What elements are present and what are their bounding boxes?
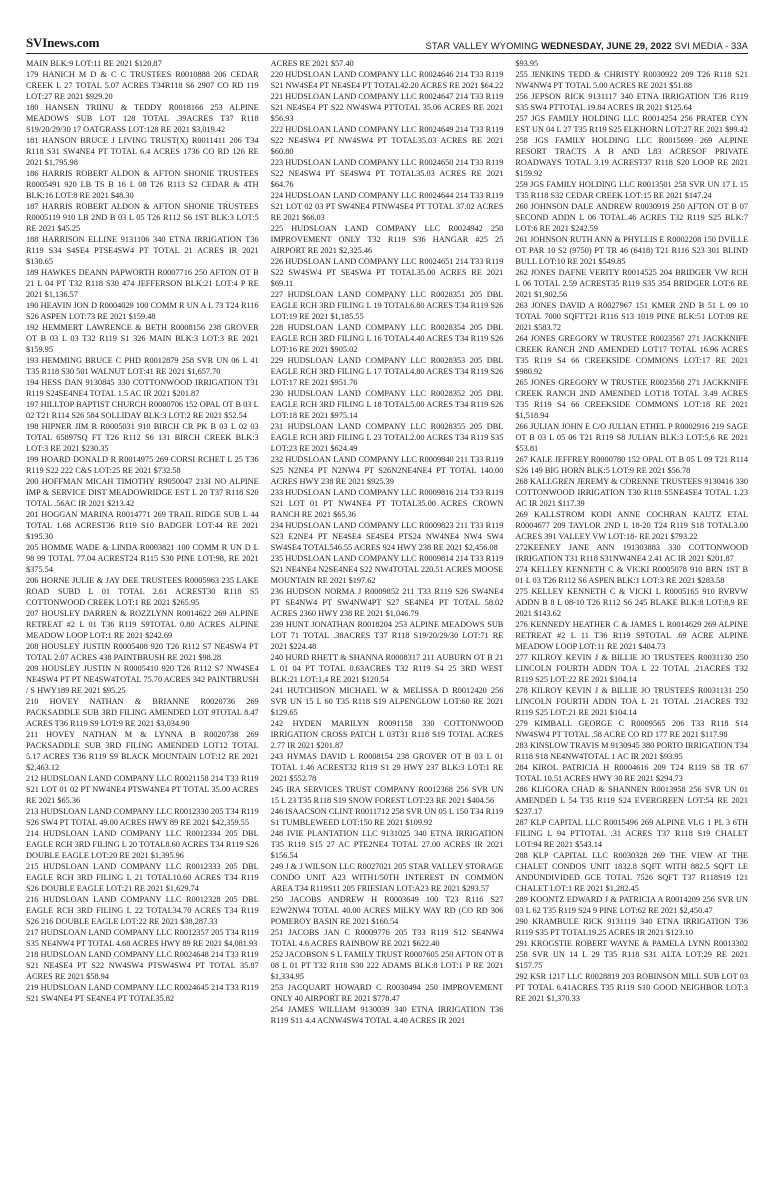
- tax-listing-entry: 233 HUDSLOAN LAND COMPANY LLC R0009816 214 T33 R119 S21 LOT 01 PT NW4NE4 PT TOTAL35.00 ACRES CROWN RANCH RE 2021 $65.36: [270, 488, 504, 519]
- tax-listing-entry: 222 HUDSLOAN LAND COMPANY LLC R0024649 214 T33 R119 S22 NE4SW4 PT NW4SW4 PT TOTAL35.03 ACRES RE 2021 $60.80: [270, 125, 504, 156]
- tax-listing-entry: 250 JACOBS ANDREW H R0003649 100 T23 R116 S27 E2W2NW4 TOTAL 40.00 ACRES MILKY WAY RD (CO RD 306 POMEROY BASIN RE 2021 $160.54: [270, 895, 504, 926]
- tax-listing-entry: 180 HANSEN TRIINU & TEDDY R0018166 253 ALPINE MEADOWS SUB LOT 128 TOTAL .39ACRES T37 R118 S19/20/29/30 17 OATGRASS LOT:128 RE 2021 $3,019.42: [26, 103, 259, 134]
- tax-listing-entry: 239 HUNT JONATHAN R0018204 253 ALPINE MEADOWS SUB LOT 71 TOTAL .38ACRES T37 R118 S19/20/29/30 LOT:71 RE 2021 $224.48: [270, 620, 504, 651]
- tax-listing-entry: MAIN BLK:9 LOT:11 RE 2021 $120.87: [26, 59, 162, 68]
- tax-listing-entry: 179 HANICH M D & C C TRUSTEES R0010888 206 CEDAR CREEK L 27 TOTAL 5.07 ACRES T34R118 S6 2907 CO RD 119 LOT:27 RE 2021 $929.20: [26, 70, 259, 101]
- tax-listing-entry: 216 HUDSLOAN LAND COMPANY LLC R0012328 205 DBL EAGLE RCH 3RD FILING L 22 TOTAL34.70 ACRES T34 R119 S26 216 DOUBLE EAGLE LOT:22 RE 2021 $38,287.33: [26, 895, 259, 926]
- tax-listing-entry: 261 JOHNSON RUTH ANN & PHYLLIS E R0002208 150 DVILLE OT PAR 10 S2 (9750) PT TR 46 (6418) T21 R116 S23 301 BLIND BULL LOT:10 RE 2021 $549.85: [515, 235, 749, 266]
- tax-listing-entry: 194 HESS DAN 9130845 330 COTTONWOOD IRRIGATION T31 R119 S24SE4NE4 TOTAL 1.5 AC IR 2021 $201.87: [26, 378, 259, 398]
- tax-listing-entry: 292 KSR 1217 LLC R0028819 203 ROBINSON MILL SUB LOT 03 PT TOTAL 6.41ACRES T35 R119 S10 GOOD NEIGHBOR LOT:3 RE 2021 $1,370.33: [515, 972, 749, 1003]
- tax-listing-entry: 260 JOHNSON DALE ANDREW R0030919 250 AFTON OT B 07 SECOND ADDN L 06 TOTAL.46 ACRES T32 R119 S25 BLK:7 LOT:6 RE 2021 $242.59: [515, 202, 749, 233]
- tax-listing-entry: 276 KENNEDY HEATHER C & JAMES L R0014629 269 ALPINE RETREAT #2 L 11 T36 R119 S9TOTAL .69 ACRE ALPINE MEADOW LOOP LOT:11 RE 2021 $404.73: [515, 620, 749, 651]
- tax-listing-entry: 213 HUDSLOAN LAND COMPANY LLC R0012330 205 T34 R119 S26 SW4 PT TOTAL 49.00 ACRES HWY 89 RE 2021 $42,359.55: [26, 807, 259, 827]
- tax-listing-entry: 248 IVIE PLANTATION LLC 9131025 340 ETNA IRRIGATION T35 R119 S15 27 AC PTE2NE4 TOTAL 27.00 ACRES IR 2021 $156.54: [270, 829, 504, 860]
- tax-listing-entry: 274 KELLEY KENNETH C & VICKI R0005078 910 BRN 1ST B 01 L 03 T26 R112 S6 ASPEN BLK:1 LOT:3 RE 2021 $283.58: [515, 565, 749, 585]
- tax-listing-entry: 206 HORNE JULIE & JAY DEE TRUSTEES R0005963 235 LAKE ROAD SUBD L 01 TOTAL 2.61 ACREST30 R118 S5 COTTONWOOD CREEK LOT:1 RE 2021 $265.95: [26, 576, 259, 607]
- page-header: [26, 34, 748, 54]
- site-name[interactable]: SVInews.com: [26, 35, 100, 50]
- tax-listing-entry: 256 JEPSON RICK 9131117 340 ETNA IRRIGATION T36 R119 S35 SW4 PTTOTAL 19.84 ACRES IR 2021 $125.64: [515, 92, 749, 112]
- tax-listing-entry: 217 HUDSLOAN LAND COMPANY LLC R0012357 205 T34 R119 S35 NE4NW4 PT TOTAL 4.68 ACRES HWY 89 RE 2021 $4,081.93: [26, 928, 259, 948]
- tax-listing-entry: 215 HUDSLOAN LAND COMPANY LLC R0012333 205 DBL EAGLE RCH 3RD FILING L 21 TOTAL10.60 ACRES T34 R119 S26 DOUBLE EAGLE LOT:21 RE 2021 $1,629.74: [26, 862, 259, 893]
- tax-listing-entry: 186 HARRIS ROBERT ALDON & AFTON SHONIE TRUSTEES R0005491 920 LB TS B 16 L 08 T26 R113 S2 CEDAR & 4TH BLK:16 LOT:8 RE 2021 $48.30: [26, 169, 259, 200]
- tax-listing-entry: 229 HUDSLOAN LAND COMPANY LLC R0028353 205 DBL EAGLE RCH 3RD FILING L 17 TOTAL4.80 ACRES T34 R119 S26 LOT:17 RE 2021 $951.76: [270, 356, 504, 387]
- tax-listing-entry: 249 J & J WILSON LLC R0027021 205 STAR VALLEY STORAGE CONDO UNIT A23 WITH1/50TH INTEREST IN COMMON AREA T34 R119S11 205 FRIESIAN LOT:A23 RE 2021 $293.57: [270, 862, 504, 893]
- tax-listing-entry: 269 KALLSTROM KODI ANNE COCHRAN KAUTZ ETAL R0004677 209 TAYLOR 2ND L 18-20 T24 R119 S18 TOTAL3.00 ACRES 391 VALLEY VW LOT:18- RE 2021 $793.22: [515, 510, 749, 541]
- column-2: [271, 58, 504, 1178]
- tax-listing-entry: 197 HILLTOP BAPTIST CHURCH R0000706 152 OPAL OT B 03 L 02 T21 R114 S26 584 SOLLIDAY BLK:3 LOT:2 RE 2021 $52.54: [26, 400, 259, 420]
- tax-listing-entry: 205 HOMME WADE & LINDA R0003821 100 COMM R UN D L 98 99 TOTAL 77.04 ACREST24 R115 S30 PINE LOT:98, RE 2021 $375.54: [26, 543, 259, 574]
- tax-listing-entry: 218 HUDSLOAN LAND COMPANY LLC R0024648 214 T33 R119 S21 NE4SE4 PT S22 NW4SW4 PTSW4SW4 PT TOTAL 35.87 ACRES RE 2021 $58.94: [26, 950, 259, 981]
- column-1: [26, 58, 259, 1178]
- tax-listing-entry: 231 HUDSLOAN LAND COMPANY LLC R0028355 205 DBL EAGLE RCH 3RD FILING L 23 TOTAL2.00 ACRES T34 R119 S35 LOT:23 RE 2021 $624.49: [270, 422, 504, 453]
- tax-listing-entry: 259 JGS FAMILY HOLDING LLC R0013501 258 SVR UN 17 L 15 T35 R118 S32 CEDAR CREEK LOT:15 RE 2021 $147.24: [515, 180, 749, 200]
- tax-listing-entry: 255 JENKINS TEDD & CHRISTY R0030922 209 T26 R118 S21 NW4NW4 PT TOTAL 5.00 ACRES RE 2021 $51.88: [515, 70, 749, 90]
- tax-listing-entry: 279 KIMBALL GEORGE C R0009565 206 T33 R118 S14 NW4SW4 PT TOTAL .58 ACRE CO RD 177 RE 2021 $117.98: [515, 719, 749, 739]
- tax-listing-entry: 243 HYMAS DAVID L R0008154 238 GROVER OT B 03 L 01 TOTAL 1.46 ACREST32 R119 S1 29 HWY 237 BLK:3 LOT:1 RE 2021 $552.78: [270, 752, 504, 783]
- tax-listing-entry: 253 JACQUART HOWARD C R0030494 250 IMPROVEMENT ONLY 40 AIRPORT RE 2021 $778.47: [270, 983, 504, 1003]
- tax-listing-entry: 267 KALE JEFFREY R0000780 152 OPAL OT B 05 L 09 T21 R114 S26 149 BIG HORN BLK:5 LOT:9 RE 2021 $56.78: [515, 455, 749, 475]
- folio-state: STAR VALLEY WYOMING: [425, 40, 539, 51]
- tax-listing-entry: 220 HUDSLOAN LAND COMPANY LLC R0024646 214 T33 R119 S21 NW4SE4 PT NE4SE4 PT TOTAL42.20 ACRES RE 2021 $64.22: [270, 70, 504, 90]
- tax-listing-entry: 272KEENEY JANE ANN 191303883 330 COTTONWOOD IRRIGATION T31 R118 S31NW4NE4 2.41 AC IR 2021 $201.87: [515, 543, 749, 563]
- tax-listing-entry: 252 JACOBSON S L FAMILY TRUST R0007605 250 AFTON OT B 08 L 01 PT T32 R118 S30 222 ADAMS BLK:8 LOT:1 P RE 2021 $1,334.95: [270, 950, 504, 981]
- tax-listing-entry: 201 HOGGAN MARINA R0014771 269 TRAIL RIDGE SUB L 44 TOTAL 1.68 ACREST36 R119 S10 BADGER LOT:44 RE 2021 $195.30: [26, 510, 259, 541]
- tax-listing-entry: 200 HOFFMAN MICAH TIMOTHY R9050047 213I NO ALPINE IMP & SERVICE DIST MEADOWRIDGE EST L 20 T37 R118 S20 TOTAL .56AC IR 2021 $213.42: [26, 477, 259, 508]
- tax-listing-entry: 225 HUDSLOAN LAND COMPANY LLC R0024942 250 IMPROVEMENT ONLY T32 R119 S36 HANGAR #25 25 AIRPORT RE 2021 $2,325.46: [270, 224, 504, 255]
- tax-listing-entry: 181 HANSON BRUCE J LIVING TRUST(X) R0011411 206 T34 R118 S31 SW4NE4 PT TOTAL 6.4 ACRES 1736 CO RD 126 RE 2021 $1,795.98: [26, 136, 259, 167]
- tax-listing-entry: 193 HEMMING BRUCE C PHD R0012879 258 SVR UN 06 L 41 T35 R118 S30 501 WALNUT LOT:41 RE 2021 $1,657.70: [26, 356, 259, 376]
- tax-listing-entry: 262 JONES DAFNE VERITY R0014525 204 BRIDGER VW RCH L 06 TOTAL 2.59 ACREST35 R119 S35 354 BRIDGER LOT:6 RE 2021 $1,902.56: [515, 268, 749, 299]
- tax-listing-entry: 224 HUDSLOAN LAND COMPANY LLC R0024644 214 T33 R119 S21 LOT 02 03 PT SW4NE4 PTNW4SE4 PT TOTAL 37.02 ACRES RE 2021 $66.03: [270, 191, 504, 222]
- tax-listing-entry: 232 HUDSLOAN LAND COMPANY LLC R0009840 211 T33 R119 S25 N2NE4 PT N2NW4 PT S26N2NE4NE4 PT TOTAL 140.00 ACRES HWY 238 RE 2021 $925.39: [270, 455, 504, 486]
- tax-listing-entry: 221 HUDSLOAN LAND COMPANY LLC R0024647 214 T33 R119 S21 NE4SE4 PT S22 NW4SW4 PTTOTAL 35.06 ACRES RE 2021 $56.93: [270, 92, 504, 123]
- tax-listing-entry: 265 JONES GREGORY W TRUSTEE R0023568 271 JACKKNIFE CREEK RANCH 2ND AMENDED LOT18 TOTAL 3.49 ACRES T35 R119 S4 66 CREEKSIDE COMMONS LOT:18 RE 2021 $1,518.94: [515, 378, 749, 420]
- tax-listing-entry: 278 KILROY KEVIN J & BILLIE JO TRUSTEES R0031131 250 LINCOLN FOURTH ADDN TOA L 21 TOTAL .21ACRES T32 R119 S25 LOT:21 RE 2021 $104.14: [515, 686, 749, 717]
- tax-listing-entry: 286 KLIGORA CHAD & SHANNEN R0013958 256 SVR UN 01 AMENDED L 54 T35 R119 S24 EVERGREEN LOT:54 RE 2021 $237.17: [515, 785, 749, 816]
- tax-listing-entry: 210 HOVEY NATHAN & BRIANNE R0020736 269 PACKSADDLE SUB 3RD FILING AMENDED LOT 9TOTAL 8.47 ACRES T36 R119 S9 LOT:9 RE 2021 $3,034.90: [26, 697, 259, 728]
- tax-listing-entry: 263 JONES DAVID A R0027967 151 KMER 2ND B 51 L 09 10 TOTAL 7000 SQFTT21 R116 S13 1019 PINE BLK:51 LOT:09 RE 2021 $583.72: [515, 301, 749, 332]
- tax-listing-entry: 207 HOUSLEY DARREN & ROZZLYNN R0014622 269 ALPINE RETREAT #2 L 01 T36 R119 S9TOTAL 0.80 ACRES ALPINE MEADOW LOOP LOT:1 RE 2021 $242.69: [26, 609, 259, 640]
- tax-listing-entry: 234 HUDSLOAN LAND COMPANY LLC R0009823 211 T33 R119 S23 E2NE4 PT NE4SE4 SE4SE4 PTS24 NW4NE4 NW4 SW4 SW4SE4 TOTAL546.55 ACRES 924 HWY 238 RE 2021 $2,456.08: [270, 521, 504, 552]
- tax-listing-entry: 258 JGS FAMILY HOLDING LLC R0015699 269 ALPINE RESORT TRACTS A B AND L83 ACRESOF PRIVATE ROADWAYS TOTAL 3.19 ACREST37 R118 S20 LOOP RE 2021 $159.92: [515, 136, 749, 178]
- tax-listing-entry: 266 JULIAN JOHN E C/O JULIAN ETHEL P R0002916 219 SAGE OT B 03 L 05 06 T21 R119 S8 JULIAN BLK:3 LOT:5,6 RE 2021 $53.81: [515, 422, 749, 453]
- tax-listing-entry: 277 KILROY KEVIN J & BILLIE JO TRUSTEES R0031130 250 LINCOLN FOURTH ADDN TOA L 22 TOTAL .21ACRES T32 R119 S25 LOT:22 RE 2021 $104.14: [515, 653, 749, 684]
- tax-listing-entry: 198 HIPNER JIM R R0005031 910 BIRCH CR PK B 03 L 02 03 TOTAL 65897SQ FT T26 R112 S6 131 BIRCH CREEK BLK:3 LOT:3 RE 2021 $230.35: [26, 422, 259, 453]
- tax-listing-entry: 192 HEMMERT LAWRENCE & BETH R0008156 238 GROVER OT B 03 L 03 T32 R119 S1 326 MAIN BLK:3 LOT:3 RE 2021 $159.95: [26, 323, 259, 354]
- tax-listing-entry: ACRES RE 2021 $57.40: [270, 59, 354, 68]
- tax-listing-entry: 209 HOUSLEY JUSTIN N R0005410 920 T26 R112 S7 NW4SE4 NE4SW4 PT PT NE4SW4TOTAL 75.70 ACRES 342 PAINTBRUSH / S HWY189 RE 2021 $95.25: [26, 664, 259, 695]
- tax-listing-entry: 208 HOUSLEY JUSTIN R0005408 920 T26 R112 S7 NE4SW4 PT TOTAL 2.07 ACRES 438 PAINTBRUSH RE 2021 $98.28: [26, 642, 259, 662]
- tax-listing-entry: 242 HYDEN MARILYN R0091158 330 COTTONWOOD IRRIGATION CROSS PATCH L 03T31 R118 S19 TOTAL ACRES 2.77 IR 2021 $201.87: [270, 719, 504, 750]
- tax-listing-entry: 291 KROGSTIE ROBERT WAYNE & PAMELA LYNN R0013302 258 SVR UN 14 L 29 T35 R118 S31 ALTA LOT:29 RE 2021 $157.75: [515, 939, 749, 970]
- tax-listing-entry: 289 KOONTZ EDWARD J & PATRICIA A R0014209 256 SVR UN 03 L 62 T35 R119 S24 9 PINE LOT:62 RE 2021 $2,450.47: [515, 895, 749, 915]
- tax-listing-entry: 223 HUDSLOAN LAND COMPANY LLC R0024650 214 T33 R119 S22 NE4SW4 PT SE4SW4 PT TOTAL35.03 ACRES RE 2021 $64.76: [270, 158, 504, 189]
- tax-listing-entry: 219 HUDSLOAN LAND COMPANY LLC R0024645 214 T33 R119 S21 SW4NE4 PT SE4NE4 PT TOTAL35.82: [26, 983, 259, 1003]
- tax-listing-entry: 290 KRAMBULE RICK 9131119 340 ETNA IRRIGATION T36 R119 S35 PT TOTAL19.25 ACRES IR 2021 $123.10: [515, 917, 749, 937]
- tax-listing-entry: 188 HARRISON ELLINE 9131106 340 ETNA IRRIGATION T36 R119 S34 S4SE4 PTSE4SW4 PT TOTAL 21 ACRES IR 2021 $130.65: [26, 235, 259, 266]
- tax-listing-entry: 189 HAWKES DEANN PAPWORTH R0007716 250 AFTON OT B 21 L 04 PT T32 R118 S30 474 JEFFERSON BLK:21 LOT:4 P RE 2021 $1,136.57: [26, 268, 259, 299]
- tax-listing-entry: 275 KELLEY KENNETH C & VICKI L R0005165 910 RVRVW ADDN B 8 L 08-10 T26 R112 S6 245 BLAKE BLK:8 LOT:8,9 RE 2021 $143.62: [515, 587, 749, 618]
- tax-listing-entry: 228 HUDSLOAN LAND COMPANY LLC R0028354 205 DBL EAGLE RCH 3RD FILING L 16 TOTAL4.40 ACRES T34 R119 S26 LOT:16 RE 2021 $905.02: [270, 323, 504, 354]
- tax-listing-entry: 235 HUDSLOAN LAND COMPANY LLC R0009814 214 T33 R119 S21 NE4NE4 N2SE4NE4 S22 NW4TOTAL 220.51 ACRES MOOSE MOUNTAIN RE 2021 $197.62: [270, 554, 504, 585]
- tax-listing-entry: 254 JAMES WILLIAM 9130039 340 ETNA IRRIGATION T36 R119 S11 4.4 ACNW4SW4 TOTAL 4.40 ACRES IR 2021: [270, 1005, 504, 1025]
- folio-page-number: 33A: [731, 40, 748, 51]
- tax-listing-entry: 287 KLP CAPITAL LLC R0015496 269 ALPINE VLG 1 PL 3 6TH FILING L 94 PTTOTAL .31 ACRES T37 R118 S19 CHALET LOT:94 RE 2021 $543.14: [515, 818, 749, 849]
- tax-listing-entry: 268 KALLGREN JEREMY & CORENNE TRUSTEES 9130416 330 COTTONWOOD IRRIGATION T30 R118 S5NE4SE4 TOTAL 1.23 AC IR 2021 $117.39: [515, 477, 749, 508]
- folio-separator: -: [725, 40, 729, 51]
- tax-listing-entry: 251 JACOBS JAN C R0009776 205 T33 R119 S12 SE4NW4 TOTAL 4.6 ACRES RAINBOW RE 2021 $622.40: [270, 928, 504, 948]
- tax-listing-entry: 211 HOVEY NATHAN M & LYNNA B R0020738 269 PACKSADDLE SUB 3RD FILING AMENDED LOT12 TOTAL 5.17 ACRES T36 R119 S9 BLACK MOUNTAIN LOT:12 RE 2021 $2,463.12: [26, 730, 259, 772]
- tax-listing-entry: 288 KLP CAPITAL LLC R0030328 269 THE VIEW AT THE CHALET CONDOS UNIT 1832.8 SQFT WITH 882.5 SQFT LE ANDUNDIVIDED GCE TOTAL 7526 SQFT T37 R118S19 121 CHALET LOT:1 RE 2021 $1,282.45: [515, 851, 749, 893]
- folio-date: WEDNESDAY, JUNE 29, 2022: [541, 40, 672, 51]
- tax-listing-entry: 230 HUDSLOAN LAND COMPANY LLC R0028352 205 DBL EAGLE RCH 3RD FILING L 18 TOTAL5.00 ACRES T34 R119 S26 LOT:18 RE 2021 $975.14: [270, 389, 504, 420]
- tax-listing-entry: 245 IRA SERVICES TRUST COMPANY R0012368 256 SVR UN 15 L 23 T35 R118 S19 SNOW FOREST LOT:23 RE 2021 $404.56: [270, 785, 504, 805]
- tax-listing-entry: 241 HUTCHISON MICHAEL W & MELISSA D R0012420 256 SVR UN 15 L 60 T35 R118 S19 ALPENGLOW LOT:60 RE 2021 $129.65: [270, 686, 504, 717]
- tax-listing-entry: 246 ISAACSON CLINT R0011712 258 SVR UN 05 L 150 T34 R119 S1 TUMBLEWEED LOT:150 RE 2021 $109.92: [270, 807, 504, 827]
- tax-listing-entry: 257 JGS FAMILY HOLDING LLC R0014254 256 PRATER CYN EST UN 04 L 27 T35 R119 S25 ELKHORN LOT:27 RE 2021 $99.42: [515, 114, 749, 134]
- tax-listing-entry: 190 HEAVIN JON D R0004029 100 COMM R UN A L 73 T24 R116 S26 ASPEN LOT:73 RE 2021 $159.48: [26, 301, 259, 321]
- tax-listing-entry: 284 KIROL PATRICIA H R0004616 209 T24 R119 S8 TR 67 TOTAL 10.51 ACRES HWY 30 RE 2021 $294.73: [515, 763, 749, 783]
- tax-listing-entry: $93.95: [515, 59, 539, 68]
- tax-listing-entry: 264 JONES GREGORY W TRUSTEE R0023567 271 JACKKNIFE CREEK RANCH 2ND AMENDED LOT17 TOTAL 16.96 ACRES T35 R119 S4 66 CREEKSIDE COMMONS LOT:17 RE 2021 $980.92: [515, 334, 749, 376]
- tax-listing-entry: 240 HURD RHETT & SHANNA R0008317 211 AUBURN OT B 21 L 01 04 PT TOTAL 0.63ACRES T32 R119 S4 25 3RD WEST BLK:21 LOT:1,4 RE 2021 $120.54: [270, 653, 504, 684]
- page-folio: [425, 40, 748, 51]
- tax-listing-entry: 227 HUDSLOAN LAND COMPANY LLC R0028351 205 DBL EAGLE RCH 3RD FILING L 19 TOTAL6.80 ACRES T34 R119 S26 LOT:19 RE 2021 $1,185.55: [270, 290, 504, 321]
- tax-listing-entry: 199 HOARD DONALD R R0014975 269 CORSI RCHET L 25 T36 R119 S22 222 C&S LOT:25 RE 2021 $732.58: [26, 455, 259, 475]
- tax-listing-entry: 226 HUDSLOAN LAND COMPANY LLC R0024651 214 T33 R119 S22 SW4SW4 PT SE4SW4 PT TOTAL35.00 ACRES RE 2021 $69.11: [270, 257, 504, 288]
- tax-listing-entry: 214 HUDSLOAN LAND COMPANY LLC R0012334 205 DBL EAGLE RCH 3RD FILING L 20 TOTAL8.60 ACRES T34 R119 S26 DOUBLE EAGLE LOT:20 RE 2021 $1,395.96: [26, 829, 259, 860]
- tax-listing-entry: 212 HUDSLOAN LAND COMPANY LLC R0021158 214 T33 R119 S21 LOT 01 02 PT NW4NE4 PTSW4NE4 PT TOTAL 35.00 ACRES RE 2021 $65.36: [26, 774, 259, 805]
- tax-listing-entry: 187 HARRIS ROBERT ALDON & AFTON SHONIE TRUSTEES R0005119 910 LB 2ND B 03 L 05 T26 R112 S6 1ST BLK:3 LOT:5 RE 2021 $45.25: [26, 202, 259, 233]
- legal-notice-columns: [26, 58, 748, 1178]
- tax-listing-entry: 236 HUDSON NORMA J R0009852 211 T33 R119 S26 SW4NE4 PT SE4NW4 PT SW4NW4PT S27 SE4NE4 PT TOTAL 58.02 ACRES 2360 HWY 238 RE 2021 $1,046.79: [270, 587, 504, 618]
- tax-listing-entry: 283 KINSLOW TRAVIS M 9130945 380 PORTO IRRIGATION T34 R118 S18 NE4NW4TOTAL 1 AC IR 2021 $93.95: [515, 741, 749, 761]
- column-3: [515, 58, 748, 1178]
- folio-edition: SVI MEDIA: [674, 40, 723, 51]
